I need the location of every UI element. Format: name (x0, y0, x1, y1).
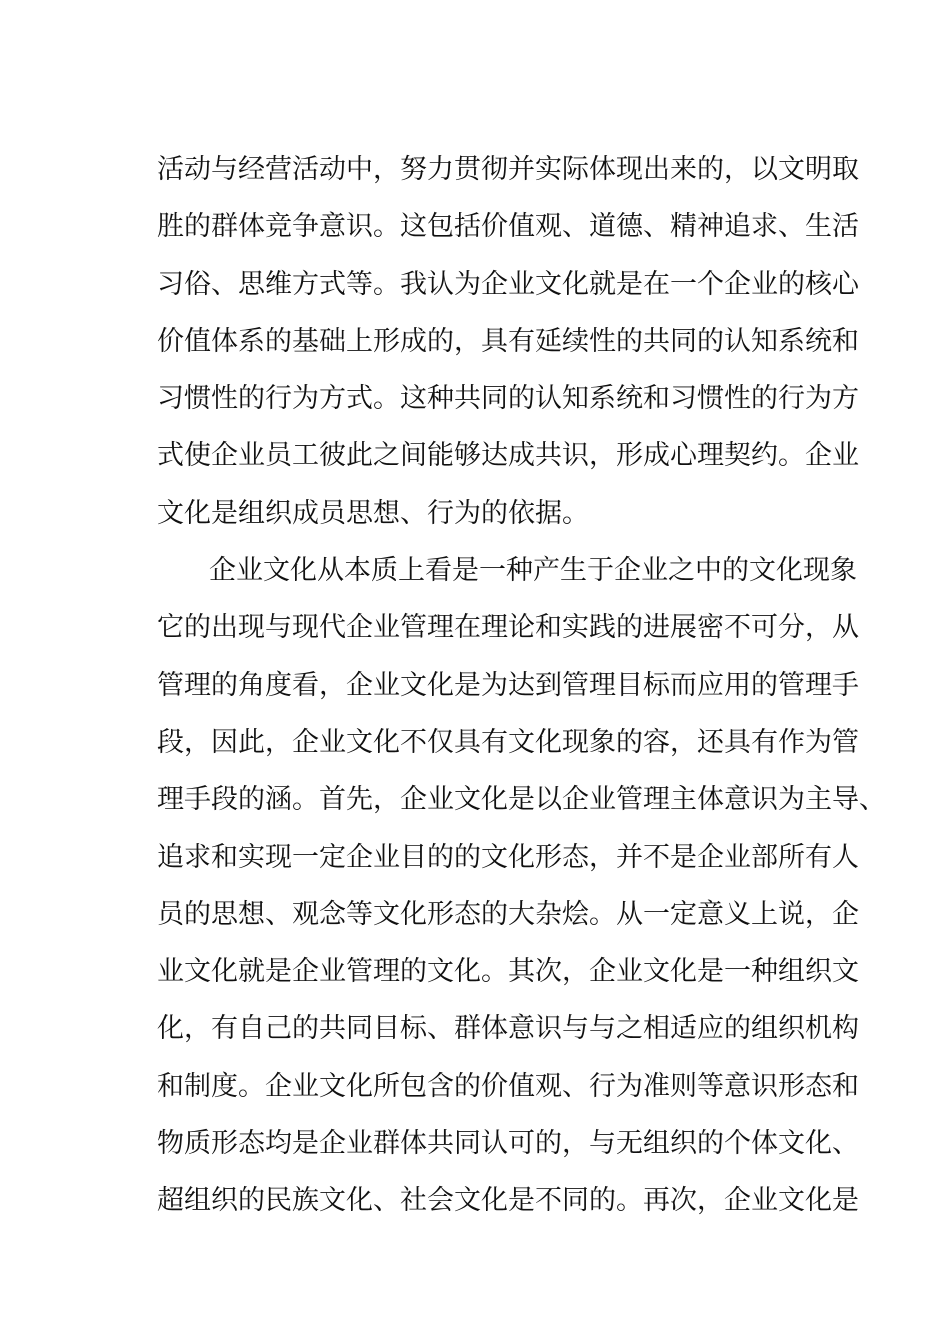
text-line: 超 组 织 的 民 族 文 化 、 社 会 文 化 是 不 同 的 。 再 次 ， 企 业 文 化 是 (157, 1185, 859, 1217)
text-line: 化 ， 有 自 己 的 共 同 目 标 、 群 体 意 识 与 与 之 相 适 应 的 组 织 机 构 (157, 1013, 859, 1045)
body-text (157, 141, 886, 1230)
text-line: 物 质 形 态 均 是 企 业 群 体 共 同 认 可 的 ， 与 无 组 织 的 个 体 文 化 、 (157, 1128, 859, 1160)
text-line: 习 俗 、 思 维 方 式 等 。 我 认 为 企 业 文 化 就 是 在 一 个 企 业 的 核 心 (157, 268, 859, 300)
text-line: 理 手 段 的 涵 。 首 先 ， 企 业 文 化 是 以 企 业 管 理 主 体 意 识 为 主 导 、 (157, 784, 886, 816)
text-line: 企业文化从本质上看是一种产生于企业之中的文化现象 (209, 555, 857, 587)
text-line: 式 使 企 业 员 工 彼 此 之 间 能 够 达 成 共 识 ， 形 成 心 理 契 约 。 企 业 (157, 440, 859, 472)
text-line: 它 的 出 现 与 现 代 企 业 管 理 在 理 论 和 实 践 的 进 展 密 不 可 分 ， 从 (157, 612, 859, 644)
text-line: 追 求 和 实 现 一 定 企 业 目 的 的 文 化 形 态 ， 并 不 是 企 业 部 所 有 人 (157, 841, 859, 873)
text-line: 习 惯 性 的 行 为 方 式 。 这 种 共 同 的 认 知 系 统 和 习 惯 性 的 行 为 方 (157, 383, 859, 415)
text-line: 和 制 度 。 企 业 文 化 所 包 含 的 价 值 观 、 行 为 准 则 等 意 识 形 态 和 (157, 1070, 859, 1102)
text-line: 管 理 的 角 度 看 ， 企 业 文 化 是 为 达 到 管 理 目 标 而 应 用 的 管 理 手 (157, 669, 859, 701)
text-line: 活 动 与 经 营 活 动 中 ， 努 力 贯 彻 并 实 际 体 现 出 来 的 ， 以 文 明 取 (157, 154, 859, 185)
text-line: 员 的 思 想 、 观 念 等 文 化 形 态 的 大 杂 烩 。 从 一 定 意 义 上 说 ， 企 (157, 898, 859, 930)
text-line: 价 值 体 系 的 基 础 上 形 成 的 ， 具 有 延 续 性 的 共 同 的 认 知 系 统 和 (157, 325, 859, 357)
text-line: 段 ， 因 此 ， 企 业 文 化 不 仅 具 有 文 化 现 象 的 容 ， 还 具 有 作 为 管 (157, 726, 859, 758)
text-line: 文化是组织成员思想、行为的依据。 (157, 497, 589, 529)
text-line: 胜 的 群 体 竞 争 意 识 。 这 包 括 价 值 观 、 道 德 、 精 神 追 求 、 生 活 (157, 211, 859, 243)
text-line: 业 文 化 就 是 企 业 管 理 的 文 化 。 其 次 ， 企 业 文 化 是 一 种 组 织 文 (157, 956, 859, 988)
